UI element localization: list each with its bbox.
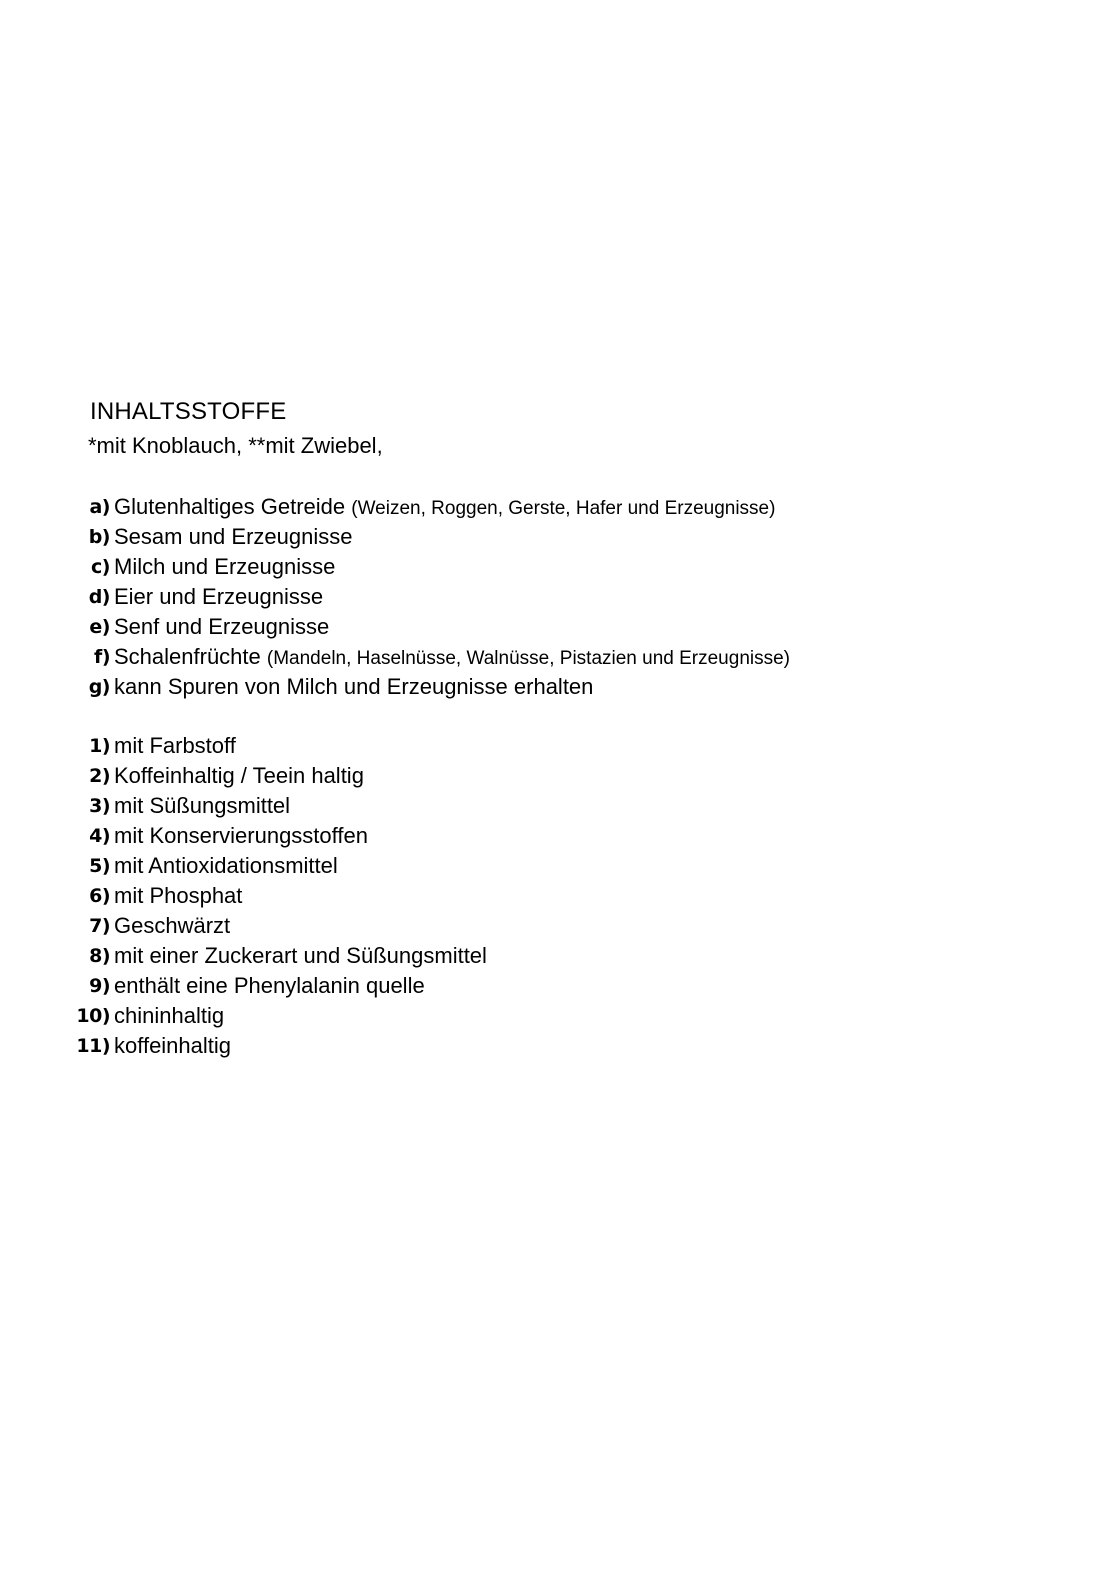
additive-marker: 11)	[76, 1035, 110, 1057]
additive-label: mit Antioxidationsmittel	[114, 853, 338, 878]
page-subtitle: *mit Knoblauch, **mit Zwiebel,	[88, 433, 383, 458]
page-title: INHALTSSTOFFE	[90, 398, 287, 425]
additive-label: mit Süßungsmittel	[114, 793, 291, 818]
additive-marker: 9)	[89, 975, 110, 997]
allergen-marker: b)	[88, 526, 110, 548]
additive-marker: 6)	[89, 885, 110, 907]
allergen-item	[40, 522, 790, 552]
allergen-name: Sesam und Erzeugnisse	[114, 524, 353, 549]
additive-item	[40, 851, 487, 881]
additive-item	[40, 791, 487, 821]
allergen-marker: f)	[94, 646, 110, 668]
additive-marker: 4)	[89, 825, 110, 847]
allergen-name: kann Spuren von Milch und Erzeugnisse erhalten	[114, 674, 594, 699]
allergen-name: Glutenhaltiges Getreide	[114, 494, 346, 519]
additive-marker: 1)	[89, 735, 110, 757]
allergen-marker: g)	[88, 676, 110, 698]
additive-item	[40, 1031, 487, 1061]
additive-marker: 5)	[89, 855, 110, 877]
allergen-label	[114, 492, 775, 524]
additive-item	[40, 881, 487, 911]
allergen-label	[114, 642, 790, 674]
allergen-name: Milch und Erzeugnisse	[114, 554, 336, 579]
additive-item	[40, 911, 487, 941]
additive-label: mit Phosphat	[114, 883, 243, 908]
additive-label: mit Farbstoff	[114, 733, 236, 758]
additive-item	[40, 1001, 487, 1031]
additive-list	[40, 731, 487, 1061]
allergen-marker: e)	[89, 616, 110, 638]
additive-item	[40, 941, 487, 971]
additive-marker: 7)	[89, 915, 110, 937]
additive-item	[40, 821, 487, 851]
allergen-marker: c)	[91, 556, 110, 578]
allergen-name: Eier und Erzeugnisse	[114, 584, 324, 609]
additive-marker: 2)	[89, 765, 110, 787]
additive-item	[40, 731, 487, 761]
allergen-name: Schalenfrüchte	[114, 644, 261, 669]
allergen-note: (Weizen, Roggen, Gerste, Hafer und Erzeugnisse)	[351, 498, 776, 519]
allergen-item	[40, 492, 790, 522]
additive-label: Geschwärzt	[114, 913, 231, 938]
additive-marker: 10)	[76, 1005, 110, 1027]
allergen-item	[40, 672, 790, 702]
additive-label: chininhaltig	[114, 1003, 225, 1028]
additive-label: mit Konservierungsstoffen	[114, 823, 368, 848]
allergen-item	[40, 612, 790, 642]
allergen-marker: a)	[89, 496, 110, 518]
allergen-item	[40, 552, 790, 582]
allergen-note: (Mandeln, Haselnüsse, Walnüsse, Pistazien und Erzeugnisse)	[266, 648, 791, 669]
additive-label: enthält eine Phenylalanin quelle	[114, 973, 425, 998]
allergen-list	[40, 492, 790, 702]
allergen-item	[40, 642, 790, 672]
allergen-item	[40, 582, 790, 612]
additive-item	[40, 761, 487, 791]
additive-marker: 8)	[89, 945, 110, 967]
additive-label: koffeinhaltig	[114, 1033, 232, 1058]
additive-label: mit einer Zuckerart und Süßungsmittel	[114, 943, 487, 968]
allergen-name: Senf und Erzeugnisse	[114, 614, 330, 639]
additive-item	[40, 971, 487, 1001]
allergen-marker: d)	[88, 586, 110, 608]
additive-marker: 3)	[89, 795, 110, 817]
additive-label: Koffeinhaltig / Teein haltig	[114, 763, 364, 788]
